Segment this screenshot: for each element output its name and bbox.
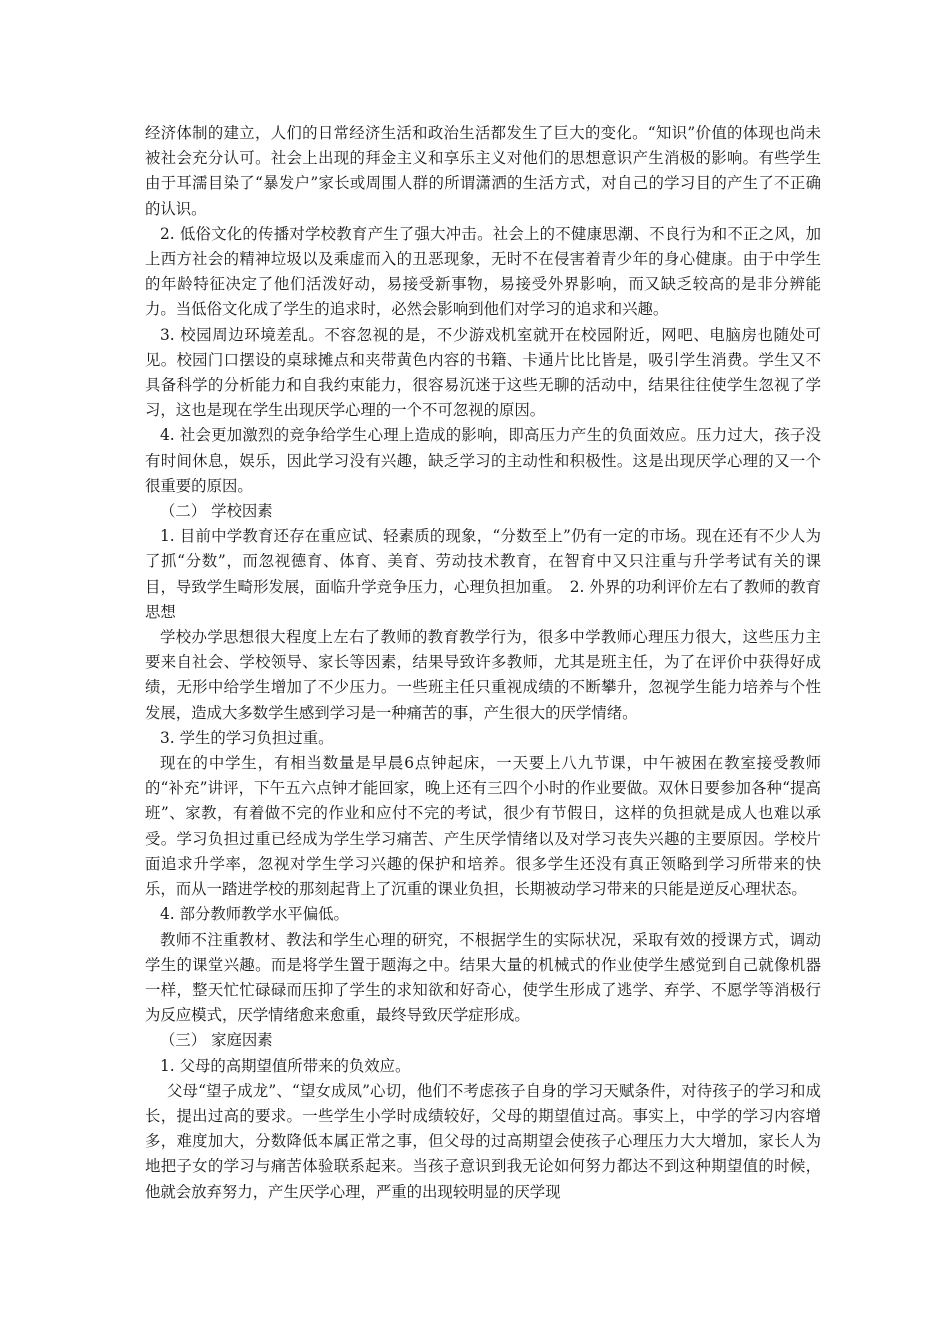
paragraph-campus-environment: 3. 校园周边环境差乱。不容忽视的是，不少游戏机室就开在校园附近，网吧、电脑房也随处可见。校园门口摆设的桌球摊点和夹带黄色内容的书籍、卡通片比比皆是，吸引学生消费。学生又不具备科学的分析能力和自我约束能力，很容易沉迷于这些无聊的活动中，结果往往使学生忽视了学习，这也是现在学生出现厌学心理的一个不可忽视的原因。 <box>145 325 821 420</box>
section-heading-family-factors: （三） 家庭因素 <box>160 1031 273 1050</box>
paragraph-heavy-burden: 现在的中学生，有相当数量是早晨6点钟起床，一天要上八九节课，中午被困在教室接受教师的“补充”讲评，下午五六点钟才能回家，晚上还有三四个小时的作业要做。双休日要参加各种“提高班”、家教，有着做不完的作业和应付不完的考试，很少有节假日，这样的负担就是成人也难以承受。学习负担过重已经成为学生学习痛苦、产生厌学情绪以及对学习丧失兴趣的主要原因。学校片面追求升学率，忽视对学生学习兴趣的保护和培养。很多学生还没有真正领略到学习所带来的快乐，而从一踏进学校的那刻起背上了沉重的课业负担，长期被动学习带来的只能是逆反心理状态。 <box>145 754 821 899</box>
paragraph-competition-pressure: 4. 社会更加激烈的竞争给学生心理上造成的影响，即高压力产生的负面效应。压力过大，孩子没有时间休息，娱乐，因此学习没有兴趣，缺乏学习的主动性和积极性。这是出现厌学心理的又一个很重要的原因。 <box>145 426 821 495</box>
document-body <box>145 121 821 1205</box>
paragraph-parent-expectation: 父母“望子成龙”、“望女成凤”心切，他们不考虑孩子自身的学习天赋条件，对待孩子的学习和成长，提出过高的要求。一些学生小学时成绩较好，父母的期望值过高。事实上，中学的学习内容增多，难度加大，分数降低本属正常之事，但父母的过高期望会使孩子心理压力大大增加，家长人为地把子女的学习与痛苦体验联系起来。当孩子意识到我无论如何努力都达不到这种期望值的时候，他就会放弃努力，产生厌学心理，严重的出现较明显的厌学现 <box>145 1081 821 1201</box>
paragraph-teaching-level: 教师不注重教材、教法和学生心理的研究，不根据学生的实际状况，采取有效的授课方式，调动学生的课堂兴趣。而是将学生置于题海之中。结果大量的机械式的作业使学生感觉到自己就像机器一样，整天忙忙碌碌而压抑了学生的求知欲和好奇心，使学生形成了逃学、弃学、不愿学等消极行为反应模式，厌学情绪愈来愈重，最终导致厌学症形成。 <box>145 930 821 1025</box>
paragraph-teaching-level-title: 4. 部分教师教学水平偏低。 <box>160 905 349 924</box>
section-heading-school-factors: （二） 学校因素 <box>160 502 273 521</box>
paragraph-exam-oriented: 1. 目前中学教育还存在重应试、轻素质的现象，“分数至上”仍有一定的市场。现在还有不少人为了抓“分数”，而忽视德育、体育、美育、劳动技术教育，在智育中又只注重与升学考试有关的课目，导致学生畸形发展，面临升学竞争压力，心理负担加重。 2. 外界的功利评价左右了教师的教育思想 <box>145 527 821 621</box>
paragraph-parent-expectation-title: 1. 父母的高期望值所带来的负效应。 <box>160 1056 411 1075</box>
paragraph-school-philosophy: 学校办学思想很大程度上左右了教师的教育教学行为，很多中学教师心理压力很大，这些压力主要来自社会、学校领导、家长等因素，结果导致许多教师，尤其是班主任，为了在评价中获得好成绩，无形中给学生增加了不少压力。一些班主任只重视成绩的不断攀升，忽视学生能力培养与个性发展，造成大多数学生感到学习是一种痛苦的事，产生很大的厌学情绪。 <box>145 628 821 722</box>
paragraph-economic-change: 经济体制的建立，人们的日常经济生活和政治生活都发生了巨大的变化。“知识”价值的体现也尚未被社会充分认可。社会上出现的拜金主义和享乐主义对他们的思想意识产生消极的影响。有些学生由于耳濡目染了“暴发户”家长或周围人群的所谓潇洒的生活方式，对自己的学习目的产生了不正确的认识。 <box>145 124 821 218</box>
paragraph-heavy-burden-title: 3. 学生的学习负担过重。 <box>160 728 334 747</box>
paragraph-low-culture: 2. 低俗文化的传播对学校教育产生了强大冲击。社会上的不健康思潮、不良行为和不正之风，加上西方社会的精神垃圾以及乘虚而入的丑恶现象，无时不在侵害着青少年的身心健康。由于中学生的年龄特征决定了他们活泼好动，易接受新事物，易接受外界影响，而又缺乏较高的是非分辨能力。当低俗文化成了学生的追求时，必然会影响到他们对学习的追求和兴趣。 <box>145 224 821 319</box>
